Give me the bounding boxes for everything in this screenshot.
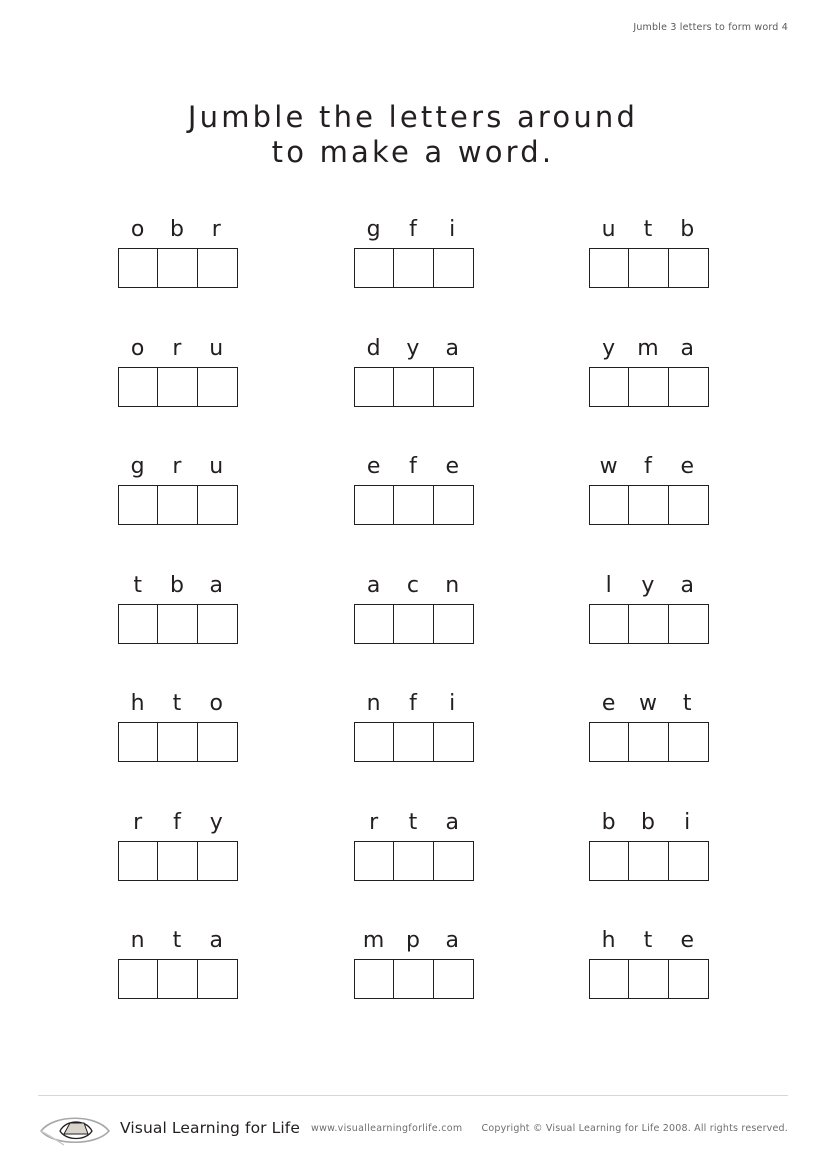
scrambled-letter: a bbox=[680, 335, 694, 361]
scrambled-letter: w bbox=[638, 691, 657, 716]
puzzle-grid bbox=[95, 210, 755, 1040]
answer-box[interactable] bbox=[394, 486, 433, 524]
scrambled-letter: e bbox=[680, 454, 695, 479]
eye-logo-icon bbox=[38, 1107, 112, 1149]
puzzle-item bbox=[95, 566, 332, 685]
answer-boxes[interactable] bbox=[354, 604, 474, 644]
answer-box[interactable] bbox=[669, 723, 708, 761]
answer-box[interactable] bbox=[669, 368, 708, 406]
scrambled-letter: n bbox=[445, 572, 460, 598]
scrambled-letters bbox=[118, 566, 236, 598]
answer-box[interactable] bbox=[119, 249, 158, 287]
puzzle-item bbox=[332, 921, 569, 1040]
scrambled-letter: b bbox=[169, 572, 184, 598]
puzzle-item bbox=[95, 921, 332, 1040]
scrambled-letter: o bbox=[130, 217, 145, 242]
puzzle-item bbox=[569, 803, 806, 922]
answer-box[interactable] bbox=[198, 249, 237, 287]
footer-copyright: Copyright © Visual Learning for Life 2008. All rights reserved. bbox=[481, 1123, 788, 1134]
scrambled-letter: t bbox=[643, 217, 653, 242]
answer-boxes[interactable] bbox=[118, 485, 238, 525]
scrambled-letters bbox=[589, 447, 707, 479]
scrambled-letters bbox=[589, 566, 707, 598]
scrambled-letter: u bbox=[601, 217, 616, 242]
scrambled-letters bbox=[589, 684, 707, 716]
answer-box[interactable] bbox=[394, 368, 433, 406]
puzzle-item bbox=[569, 329, 806, 448]
scrambled-letter: a bbox=[680, 572, 694, 598]
answer-box[interactable] bbox=[119, 723, 158, 761]
answer-box[interactable] bbox=[629, 249, 668, 287]
answer-box[interactable] bbox=[158, 486, 197, 524]
answer-box[interactable] bbox=[590, 249, 629, 287]
puzzle-item bbox=[569, 447, 806, 566]
answer-box[interactable] bbox=[629, 842, 668, 880]
answer-box[interactable] bbox=[434, 960, 473, 998]
scrambled-letters bbox=[118, 329, 236, 361]
scrambled-letter: i bbox=[684, 809, 691, 835]
brand-logo bbox=[38, 1107, 300, 1149]
scrambled-letter: t bbox=[172, 928, 182, 953]
scrambled-letters bbox=[589, 803, 707, 835]
puzzle-item bbox=[332, 447, 569, 566]
answer-box[interactable] bbox=[158, 368, 197, 406]
answer-box[interactable] bbox=[355, 486, 394, 524]
answer-box[interactable] bbox=[158, 605, 197, 643]
puzzle-item bbox=[569, 566, 806, 685]
scrambled-letter: g bbox=[366, 217, 381, 242]
scrambled-letter: w bbox=[599, 454, 618, 479]
scrambled-letter: b bbox=[640, 809, 655, 835]
answer-box[interactable] bbox=[158, 723, 197, 761]
scrambled-letter: f bbox=[644, 454, 652, 479]
answer-box[interactable] bbox=[119, 842, 158, 880]
answer-boxes[interactable] bbox=[354, 959, 474, 999]
scrambled-letter: h bbox=[601, 928, 616, 953]
answer-box[interactable] bbox=[590, 368, 629, 406]
scrambled-letter: o bbox=[209, 691, 223, 716]
answer-boxes[interactable] bbox=[118, 841, 238, 881]
scrambled-letter: y bbox=[602, 335, 616, 361]
puzzle-item bbox=[569, 921, 806, 1040]
scrambled-letter: l bbox=[605, 572, 612, 598]
scrambled-letters bbox=[354, 447, 472, 479]
scrambled-letters bbox=[118, 684, 236, 716]
puzzle-item bbox=[332, 684, 569, 803]
scrambled-letters bbox=[118, 803, 236, 835]
scrambled-letter: t bbox=[682, 691, 692, 716]
scrambled-letter: e bbox=[680, 928, 695, 953]
scrambled-letter: m bbox=[637, 335, 659, 361]
answer-boxes[interactable] bbox=[118, 722, 238, 762]
answer-box[interactable] bbox=[434, 368, 473, 406]
answer-box[interactable] bbox=[669, 960, 708, 998]
answer-box[interactable] bbox=[669, 842, 708, 880]
scrambled-letter: e bbox=[366, 454, 381, 479]
answer-box[interactable] bbox=[394, 842, 433, 880]
scrambled-letters bbox=[589, 210, 707, 242]
scrambled-letter: o bbox=[130, 335, 145, 361]
puzzle-item bbox=[95, 329, 332, 448]
puzzle-item bbox=[332, 566, 569, 685]
scrambled-letter: i bbox=[449, 217, 456, 242]
page-footer bbox=[0, 1095, 826, 1169]
answer-boxes[interactable] bbox=[118, 604, 238, 644]
scrambled-letter: a bbox=[366, 572, 381, 598]
scrambled-letters bbox=[354, 566, 472, 598]
scrambled-letter: d bbox=[366, 335, 381, 361]
scrambled-letter: g bbox=[130, 454, 145, 479]
answer-box[interactable] bbox=[119, 486, 158, 524]
scrambled-letter: e bbox=[601, 691, 616, 716]
answer-box[interactable] bbox=[119, 960, 158, 998]
answer-boxes[interactable] bbox=[589, 367, 709, 407]
brand-name: Visual Learning for Life bbox=[120, 1119, 300, 1137]
scrambled-letter: y bbox=[641, 572, 655, 598]
scrambled-letter: b bbox=[169, 217, 184, 242]
answer-boxes[interactable] bbox=[589, 722, 709, 762]
scrambled-letter: u bbox=[209, 454, 224, 479]
scrambled-letter: h bbox=[130, 691, 145, 716]
answer-box[interactable] bbox=[394, 249, 433, 287]
puzzle-item bbox=[332, 210, 569, 329]
scrambled-letters bbox=[118, 210, 236, 242]
scrambled-letters bbox=[354, 921, 472, 953]
answer-box[interactable] bbox=[590, 723, 629, 761]
answer-boxes[interactable] bbox=[118, 367, 238, 407]
scrambled-letter: r bbox=[133, 809, 143, 835]
answer-boxes[interactable] bbox=[589, 485, 709, 525]
scrambled-letters bbox=[354, 803, 472, 835]
scrambled-letter: u bbox=[209, 335, 224, 361]
scrambled-letter: t bbox=[643, 928, 653, 953]
scrambled-letter: i bbox=[449, 691, 456, 716]
answer-box[interactable] bbox=[119, 605, 158, 643]
scrambled-letter: b bbox=[680, 217, 695, 242]
scrambled-letter: n bbox=[130, 928, 145, 953]
scrambled-letter: t bbox=[133, 572, 142, 598]
scrambled-letter: f bbox=[409, 217, 417, 242]
answer-box[interactable] bbox=[434, 842, 473, 880]
scrambled-letters bbox=[354, 210, 472, 242]
puzzle-item bbox=[95, 447, 332, 566]
scrambled-letters bbox=[354, 684, 472, 716]
answer-box[interactable] bbox=[629, 605, 668, 643]
scrambled-letters bbox=[589, 329, 707, 361]
scrambled-letters bbox=[118, 921, 236, 953]
scrambled-letter: c bbox=[406, 572, 419, 598]
scrambled-letter: n bbox=[366, 691, 381, 716]
answer-box[interactable] bbox=[669, 249, 708, 287]
answer-box[interactable] bbox=[434, 486, 473, 524]
puzzle-item bbox=[569, 210, 806, 329]
answer-box[interactable] bbox=[158, 842, 197, 880]
answer-box[interactable] bbox=[355, 249, 394, 287]
answer-box[interactable] bbox=[158, 249, 197, 287]
footer-website-url: www.visuallearningforlife.com bbox=[311, 1123, 463, 1134]
answer-boxes[interactable] bbox=[589, 959, 709, 999]
answer-boxes[interactable] bbox=[354, 841, 474, 881]
answer-box[interactable] bbox=[669, 486, 708, 524]
scrambled-letter: p bbox=[405, 928, 420, 953]
answer-box[interactable] bbox=[394, 960, 433, 998]
scrambled-letter: r bbox=[211, 217, 221, 242]
puzzle-item bbox=[95, 684, 332, 803]
answer-box[interactable] bbox=[355, 605, 394, 643]
scrambled-letter: e bbox=[445, 454, 460, 479]
scrambled-letter: m bbox=[362, 928, 385, 953]
answer-boxes[interactable] bbox=[589, 248, 709, 288]
scrambled-letter: b bbox=[601, 809, 616, 835]
puzzle-item bbox=[332, 803, 569, 922]
answer-box[interactable] bbox=[629, 486, 668, 524]
scrambled-letter: a bbox=[445, 928, 459, 953]
answer-box[interactable] bbox=[434, 249, 473, 287]
answer-boxes[interactable] bbox=[354, 722, 474, 762]
scrambled-letter: f bbox=[409, 454, 417, 479]
scrambled-letters bbox=[354, 329, 472, 361]
scrambled-letter: f bbox=[409, 691, 417, 716]
puzzle-item bbox=[332, 329, 569, 448]
scrambled-letters bbox=[589, 921, 707, 953]
answer-box[interactable] bbox=[158, 960, 197, 998]
answer-box[interactable] bbox=[394, 723, 433, 761]
answer-boxes[interactable] bbox=[589, 841, 709, 881]
answer-box[interactable] bbox=[434, 605, 473, 643]
answer-box[interactable] bbox=[198, 960, 237, 998]
answer-box[interactable] bbox=[198, 723, 237, 761]
scrambled-letter: y bbox=[209, 809, 223, 835]
answer-box[interactable] bbox=[198, 605, 237, 643]
answer-box[interactable] bbox=[669, 605, 708, 643]
page-title bbox=[0, 100, 826, 170]
scrambled-letter: r bbox=[172, 335, 182, 361]
answer-box[interactable] bbox=[355, 842, 394, 880]
page-title-line-2: to make a word. bbox=[271, 135, 555, 169]
footer-divider bbox=[38, 1095, 788, 1096]
scrambled-letter: t bbox=[408, 809, 418, 835]
answer-boxes[interactable] bbox=[589, 604, 709, 644]
worksheet-id-label: Jumble 3 letters to form word 4 bbox=[633, 22, 788, 33]
answer-box[interactable] bbox=[394, 605, 433, 643]
answer-boxes[interactable] bbox=[354, 248, 474, 288]
puzzle-item bbox=[95, 210, 332, 329]
scrambled-letter: y bbox=[406, 335, 420, 361]
scrambled-letter: a bbox=[209, 928, 223, 953]
scrambled-letter: a bbox=[209, 572, 223, 598]
answer-box[interactable] bbox=[629, 368, 668, 406]
scrambled-letter: a bbox=[445, 335, 459, 361]
answer-box[interactable] bbox=[590, 842, 629, 880]
scrambled-letter: r bbox=[369, 809, 379, 835]
answer-box[interactable] bbox=[119, 368, 158, 406]
answer-box[interactable] bbox=[590, 605, 629, 643]
answer-boxes[interactable] bbox=[118, 248, 238, 288]
answer-boxes[interactable] bbox=[354, 367, 474, 407]
page-title-line-1: Jumble the letters around bbox=[187, 100, 639, 134]
answer-boxes[interactable] bbox=[118, 959, 238, 999]
answer-box[interactable] bbox=[590, 486, 629, 524]
answer-boxes[interactable] bbox=[354, 485, 474, 525]
puzzle-item bbox=[569, 684, 806, 803]
answer-box[interactable] bbox=[590, 960, 629, 998]
answer-box[interactable] bbox=[629, 960, 668, 998]
answer-box[interactable] bbox=[355, 960, 394, 998]
answer-box[interactable] bbox=[629, 723, 668, 761]
puzzle-item bbox=[95, 803, 332, 922]
scrambled-letter: a bbox=[445, 809, 459, 835]
scrambled-letter: r bbox=[172, 454, 182, 479]
answer-box[interactable] bbox=[355, 368, 394, 406]
scrambled-letters bbox=[118, 447, 236, 479]
answer-box[interactable] bbox=[198, 486, 237, 524]
answer-box[interactable] bbox=[198, 368, 237, 406]
answer-box[interactable] bbox=[434, 723, 473, 761]
scrambled-letter: t bbox=[172, 691, 182, 716]
answer-box[interactable] bbox=[355, 723, 394, 761]
scrambled-letter: f bbox=[173, 809, 181, 835]
answer-box[interactable] bbox=[198, 842, 237, 880]
